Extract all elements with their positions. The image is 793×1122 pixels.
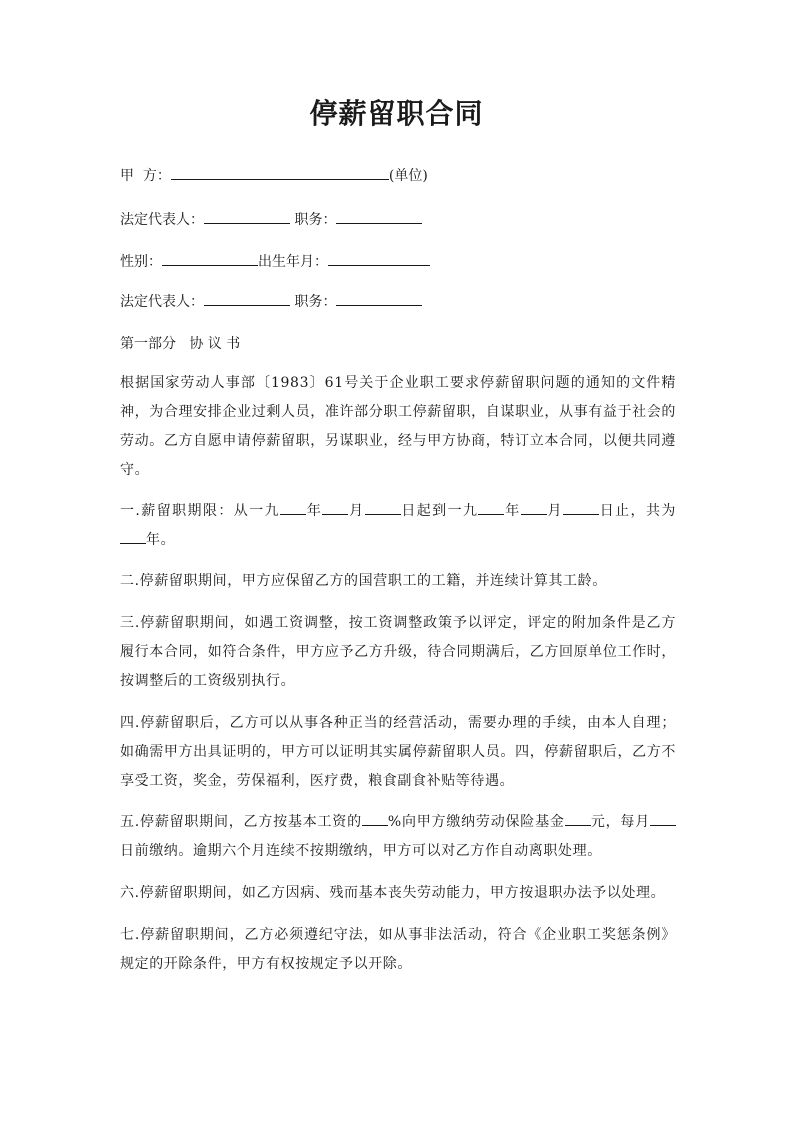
gender-label: 性别： — [120, 254, 162, 270]
clause-5-amount-blank[interactable] — [565, 812, 591, 826]
representative-line-2 — [120, 292, 422, 312]
clause-1 — [120, 497, 676, 555]
clause-3: 三.停薪留职期间，如遇工资调整，按工资调整政策予以评定，评定的附加条件是乙方履行本合同，如符合条件，甲方应予乙方升级，待合同期满后，乙方回原单位工作时，按调整后的工资级别执行。 — [120, 615, 676, 689]
clause-1-end-day-blank[interactable] — [563, 501, 599, 515]
clause-7: 七.停薪留职期间，乙方必须遵纪守法，如从事非法活动，符合《企业职工奖惩条例》规定的开除条件，甲方有权按规定予以开除。 — [120, 927, 676, 972]
clause-1-total-years-blank[interactable] — [120, 530, 146, 544]
clause-1-text-4: 日起到一九 — [400, 503, 479, 519]
position-label-2: 职务： — [290, 294, 337, 310]
position-label-1: 职务： — [290, 212, 337, 228]
clause-1-text-2: 年 — [306, 503, 323, 519]
clause-5-percent-blank[interactable] — [362, 812, 388, 826]
gender-line — [120, 252, 430, 272]
gender-blank[interactable] — [162, 252, 258, 266]
clause-5-day-blank[interactable] — [650, 812, 676, 826]
party-a-label: 甲 方： — [120, 168, 171, 184]
representative-line-1 — [120, 210, 422, 230]
clause-1-end-month-blank[interactable] — [521, 501, 547, 515]
clause-5-text-3: 元，每月 — [590, 814, 651, 830]
document-title: 停薪留职合同 — [309, 97, 484, 130]
clause-4: 四.停薪留职后，乙方可以从事各种正当的经营活动，需要办理的手续，由本人自理；如确需甲方出具证明的，甲方可以证明其实属停薪留职人员。四，停薪留职后，乙方不享受工资，奖金，劳保福利，医疗费，粮食副食补贴等待遇。 — [120, 715, 676, 789]
clause-1-text-7: 日止，共为 — [598, 503, 676, 519]
birth-blank[interactable] — [328, 252, 430, 266]
representative-label-1: 法定代表人： — [120, 212, 204, 228]
representative-blank-2[interactable] — [204, 292, 290, 306]
clause-5-text-4: 日前缴纳。逾期六个月连续不按期缴纳，甲方可以对乙方作自动离职处理。 — [120, 843, 602, 859]
birth-label: 出生年月： — [258, 254, 328, 270]
clause-1-text-8: 年。 — [146, 532, 176, 548]
representative-blank-1[interactable] — [204, 210, 290, 224]
clause-6: 六.停薪留职期间，如乙方因病、残而基本丧失劳动能力，甲方按退职办法予以处理。 — [120, 885, 666, 901]
clause-2: 二.停薪留职期间，甲方应保留乙方的国营职工的工籍，并连续计算其工龄。 — [120, 573, 607, 589]
party-a-suffix: (单位) — [388, 168, 428, 184]
clause-1-text-6: 月 — [546, 503, 563, 519]
position-blank-2[interactable] — [336, 292, 422, 306]
clause-1-text-5: 年 — [504, 503, 521, 519]
clause-5-text-2: %向甲方缴纳劳动保险基金 — [387, 814, 565, 830]
clause-5 — [120, 808, 676, 866]
representative-label-2: 法定代表人： — [120, 294, 204, 310]
position-blank-1[interactable] — [336, 210, 422, 224]
clause-1-start-year-blank[interactable] — [280, 501, 306, 515]
party-a-line — [120, 166, 428, 186]
intro-paragraph: 根据国家劳动人事部〔1983〕61号关于企业职工要求停薪留职问题的通知的文件精神，为合理安排企业过剩人员，准许部分职工停薪留职，自谋职业，从事有益于社会的劳动。乙方自愿申请停薪留职，另谋职业，经与甲方协商，特订立本合同，以便共同遵守。 — [120, 375, 676, 478]
clause-1-end-year-blank[interactable] — [478, 501, 504, 515]
clause-1-text-1: 一.薪留职期限：从一九 — [120, 503, 281, 519]
section-heading: 第一部分 协 议 书 — [120, 336, 241, 352]
clause-1-start-day-blank[interactable] — [365, 501, 401, 515]
party-a-blank[interactable] — [171, 166, 389, 180]
clause-5-text-1: 五.停薪留职期间，乙方按基本工资的 — [120, 814, 362, 830]
clause-1-text-3: 月 — [348, 503, 365, 519]
clause-1-start-month-blank[interactable] — [322, 501, 348, 515]
